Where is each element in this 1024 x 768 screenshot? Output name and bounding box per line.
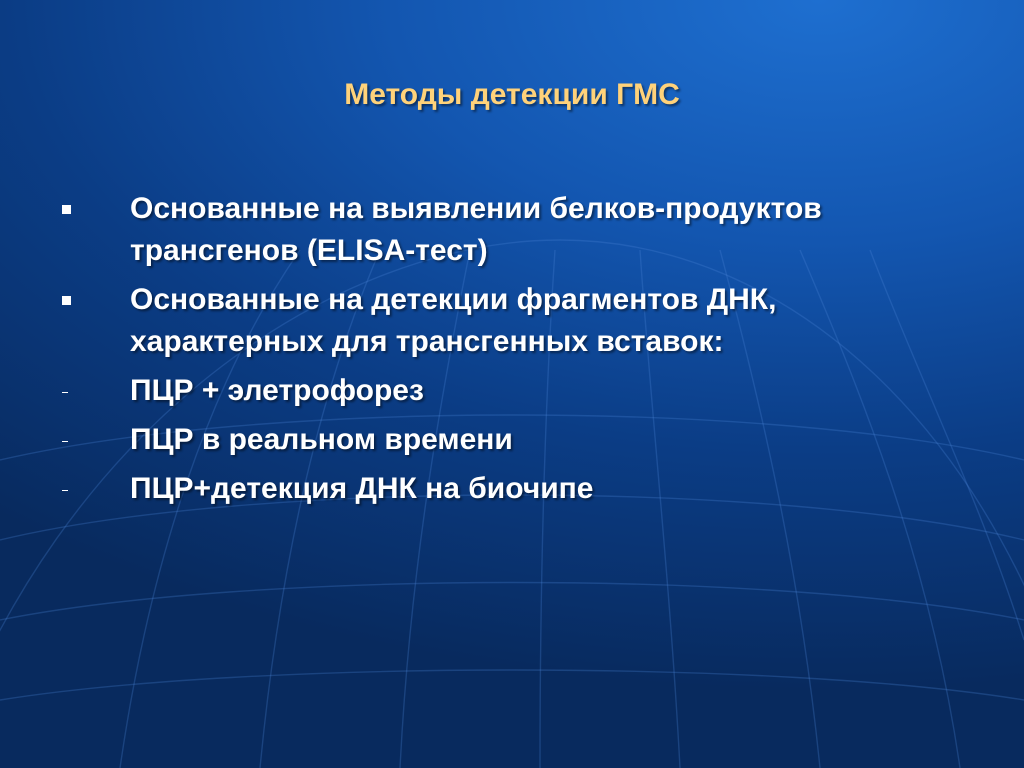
list-item-text: Основанные на детекции фрагментов ДНК, характерных для трансгенных вставок: xyxy=(130,283,777,358)
list-item xyxy=(60,468,960,510)
slide-title: Методы детекции ГМС xyxy=(344,78,680,111)
list-item-text: ПЦР+детекция ДНК на биочипе xyxy=(130,472,594,505)
list-item xyxy=(60,419,960,461)
list-item-text: ПЦР + элетрофорез xyxy=(130,374,424,407)
list-item xyxy=(60,188,960,272)
list-item-text: Основанные на выявлении белков-продуктов трансгенов (ELISA-тест) xyxy=(130,192,822,267)
list-item xyxy=(60,279,960,363)
bullet-list xyxy=(60,188,960,517)
list-item-text: ПЦР в реальном времени xyxy=(130,423,513,456)
list-item xyxy=(60,370,960,412)
